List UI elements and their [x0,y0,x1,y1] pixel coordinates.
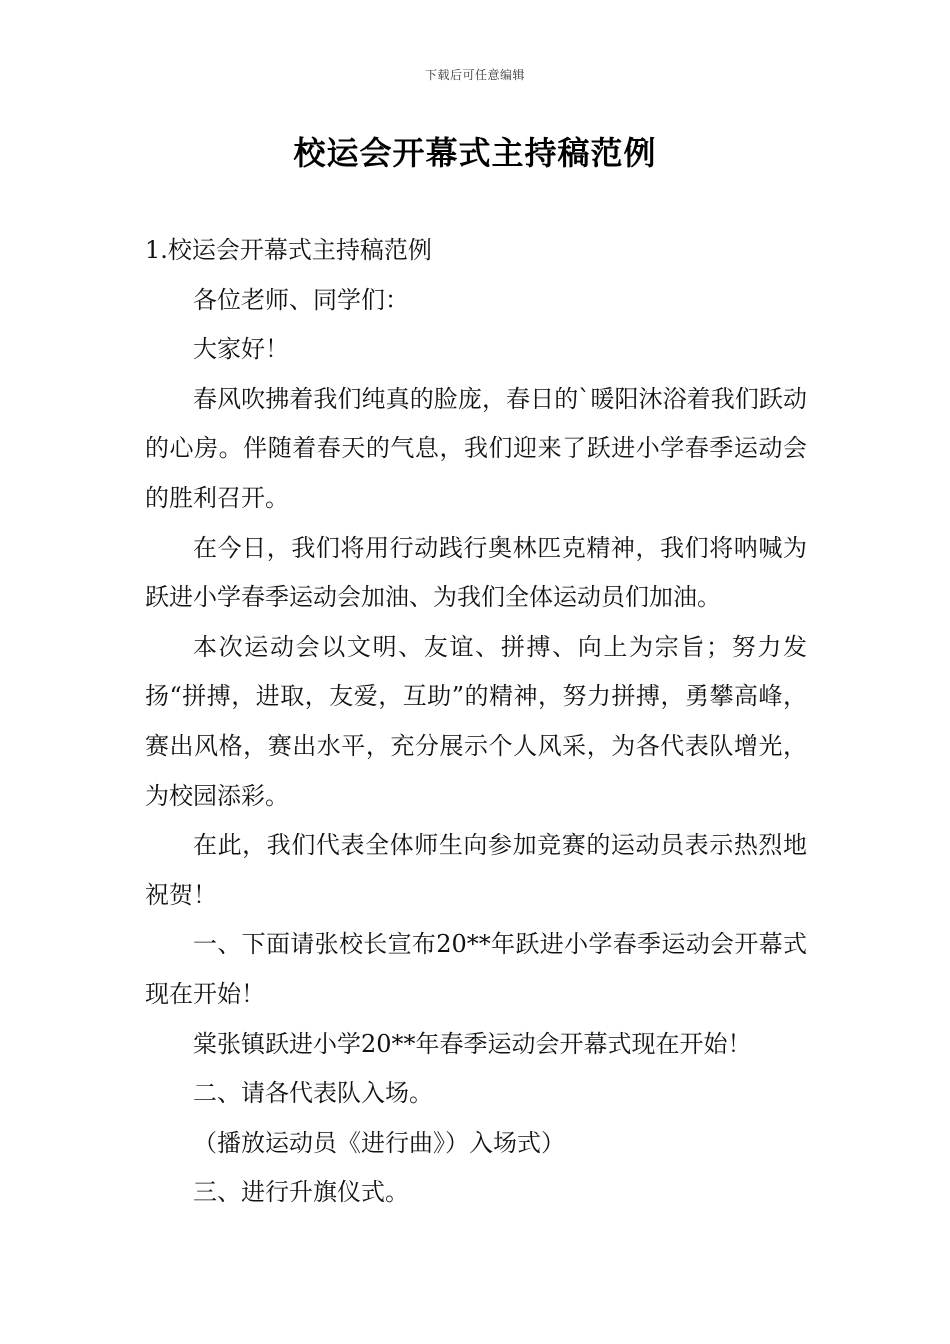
paragraph-meet-purpose: 本次运动会以文明、友谊、拼搏、向上为宗旨；努力发扬“拼搏，进取，友爱，互助”的精神，努力拼搏，勇攀高峰，赛出风格，赛出水平，充分展示个人风采，为各代表队增光，为校园添彩。 [145,632,807,810]
paragraph-step-two: 二、请各代表队入场。 [193,1079,433,1108]
paragraph-opening-declaration: 棠张镇跃进小学20**年春季运动会开幕式现在开始！ [193,1029,752,1058]
paragraph-spring-intro: 春风吹拂着我们纯真的脸庞，春日的`暖阳沐浴着我们跃动的心房。伴随着春天的气息，我们迎来了跃进小学春季运动会的胜利召开。 [145,384,807,512]
paragraph-march-note: （播放运动员《进行曲》）入场式） [193,1128,565,1157]
paragraph-greeting: 大家好！ [193,335,289,364]
paragraph-greeting-audience: 各位老师、同学们： [193,285,409,314]
header-note: 下载后可任意编辑 [424,68,525,82]
paragraph-olympic-spirit: 在今日，我们将用行动践行奥林匹克精神，我们将呐喊为跃进小学春季运动会加油、为我们全体运动员们加油。 [145,533,807,612]
paragraph-congratulations: 在此，我们代表全体师生向参加竞赛的运动员表示热烈地祝贺！ [145,831,807,909]
document-title: 校运会开幕式主持稿范例 [293,134,657,172]
section-heading: 1.校运会开幕式主持稿范例 [145,236,432,264]
paragraph-step-one: 一、下面请张校长宣布20**年跃进小学春季运动会开幕式现在开始！ [145,930,807,1008]
document-body [145,226,807,1218]
paragraph-step-three: 三、进行升旗仪式。 [193,1178,409,1207]
